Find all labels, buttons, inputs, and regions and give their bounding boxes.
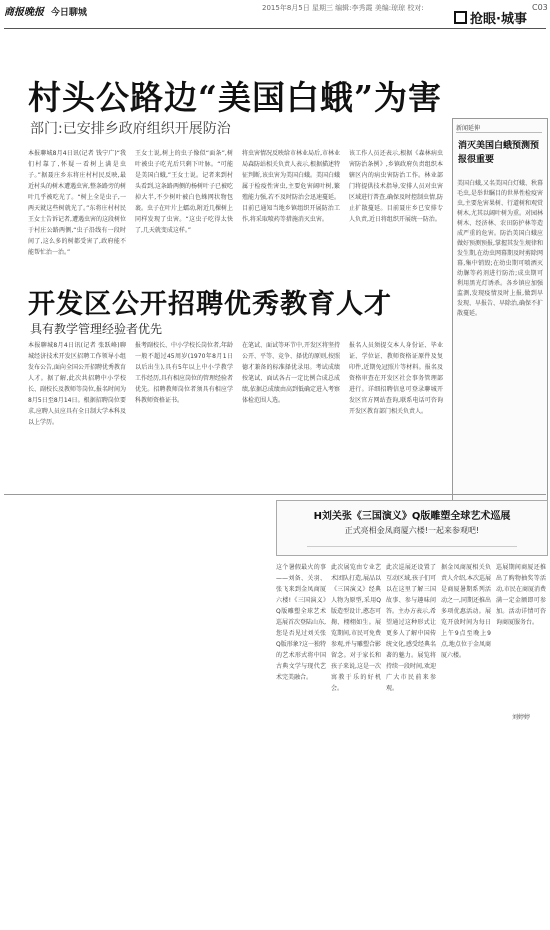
article1-col-4: 该工作人员还表示,根据《森林病虫害防治条例》,乡镇政府负责组织本辖区内的病虫害防治工作。林业部门将提供技术指导,安排人员对虫害区域进行普查,确保及时控制虫情,防止扩散蔓延。目前聂庄乡已安排专人负责,近日将组织开展统一防治。	[349, 150, 443, 223]
square-icon	[454, 11, 467, 24]
masthead	[4, 3, 87, 18]
sidebar-body: 美国白蛾,又名美国白灯蛾、秋幕毛虫,是举世瞩目的世界性检疫害虫,主要危害果树、行道树和观赏树木,尤其以阔叶树为重。对园林树木、经济林、农田防护林等造成严重的危害。防治美国白蛾应做好预测预报,掌握其发生规律和发生期,在幼虫网幕期及时剪除网幕,集中销毁;在幼虫期可喷洒灭幼脲等药剂进行防治;成虫期可利用黑光灯诱杀。各乡镇应加强监测,发现疫情及时上报,做到早发现、早报告、早除治,确保不扩散蔓延。	[457, 180, 543, 317]
exhibition-title-box	[276, 500, 548, 556]
article1-subhead: 部门:已安排乡政府组织开展防治	[30, 121, 231, 137]
article1-headline: 村头公路边“美国白蛾”为害	[28, 78, 442, 117]
article3-col-3: 此次巡展还设置了互动区域,孩子们可以在这里了解三国故事、参与趣味问答。主办方表示,希望通过这种形式让更多人了解中国传统文化,感受经典名著的魅力。展览将持续一段时间,欢迎广大市民前来参观。	[386, 564, 436, 692]
article2-col-4: 报名人员须提交本人身份证、毕业证、学位证、教师资格证原件及复印件,近期免冠照片等材料。报名及资格审查在开发区社会事务管理部进行。详细招聘信息可登录聊城开发区官方网站查询,联系电话可咨询开发区教育部门相关负责人。	[349, 342, 443, 415]
article1-col-3: 将虫害情况反映给市林业局后,市林业局森防站相关负责人表示,根据描述特征判断,该虫害为美国白蛾。美国白蛾属于检疫性害虫,主要危害阔叶树,繁殖能力强,若不及时防治会迅速蔓延。目前已通知当地乡镇组织开展防治工作,将采取喷药等措施消灭虫害。	[242, 150, 340, 223]
top-divider	[4, 28, 546, 29]
sidebar-title: 消灭美国白蛾预测预报很重要	[458, 141, 540, 165]
article3-col-1: 这个暑假最火的事——刘备、关羽、张飞来到金凤商厦六楼!《三国演义》Q版雕塑全球艺术巡展首次登陆山东,您是否见过刘关张Q版形象?这一独特的艺术形式将中国古典文学与现代艺术完美融合。	[276, 564, 326, 681]
article3-col-4: 据金凤商厦相关负责人介绍,本次巡展是商厦暑期系列活动之一,同期还推出多项优惠活动。展览开放时间为每日上午9点至晚上9点,地点位于金凤商厦六楼。	[441, 564, 491, 659]
article2-col-3: 在笔试、面试等环节中,开发区将坚持公开、平等、竞争、择优的原则,按照德才兼备的标准择优录用。考试成绩按笔试、面试各占一定比例合成总成绩,依据总成绩由高到低确定进入考察体检范围人选。	[242, 342, 340, 404]
page-number: C03	[532, 3, 548, 12]
exhibition-subhead: 正式亮相金凤商厦六楼!一起来参观吧!	[344, 526, 480, 535]
article1-col-1: 本报聊城8月4日讯(记者 钱宁广)“我们村靠了,怀疑一看树上满是虫子。”据聂庄乡东将庄村村民反映,最近村头的树木遭遇虫害,整条路旁的树叶几乎被吃光了。“树上全是虫子,一两天就这些树就光了。”东将庄村村民王女士告诉记者,遭遇虫害的这段树位于村庄公路两侧,“虫子沿线有一段时间了,这么多的树都受害了,政府能不能帮忙治一治。”	[28, 150, 126, 256]
exhibition-headline: H刘关张《三国演义》Q版雕塑全球艺术巡展	[313, 511, 511, 522]
article1-col-2: 王女士说,树上的虫子像似“面条”,树叶被虫子吃光后只剩下叶脉。“可能是美国白蛾,”王女士说。记者来到村头看到,这条路两侧的杨树叶子已被吃掉大半,不少树叶被白色蛛网状物包裹。虫子在叶片上蠕动,附近几棵树上同样发现了虫害。“这虫子吃得太快了,几天就变成这样。”	[135, 150, 233, 234]
column-title: 抢眼·城事	[454, 8, 527, 27]
article3-col-5: 巡展期间商厦还推出了购物抽奖等活动,市民在商厦消费满一定金额即可参加。活动详情可咨询商厦服务台。	[496, 564, 546, 626]
sidebar-tag: 新闻延伸	[456, 125, 481, 132]
article3-author: 刘婷婷	[512, 714, 531, 721]
article2-col-2: 报考副校长、中小学校长岗位者,年龄一般不超过45周岁(1970年8月1日以后出生),具有5年以上中小学教学工作经历,具有相应岗位的管理经验者优先。招聘教师岗位者须具有相应学科教师资格证书。	[135, 342, 233, 404]
section-name: 今日聊城	[50, 8, 87, 18]
newspaper-logo: 商报晚报	[4, 7, 44, 18]
section-divider	[4, 494, 546, 495]
box-divider	[307, 546, 517, 547]
sidebar-divider	[456, 132, 542, 133]
article2-headline: 开发区公开招聘优秀教育人才	[28, 289, 392, 320]
issue-meta: 2015年8月5日 星期三 编辑:李秀霞 美编:琼琼 校对:	[262, 4, 424, 12]
article2-col-1: 本报聊城8月4日讯(记者 张跃峰)聊城经济技术开发区招聘工作领导小组发布公告,面向全国公开招聘优秀教育人才。据了解,此次共招聘中小学校长、副校长及教师等岗位,报名时间为8月5日至8月14日。根据招聘岗位要求,应聘人员应具有全日制大学本科及以上学历。	[28, 342, 126, 426]
article2-subhead: 具有教学管理经验者优先	[30, 322, 163, 336]
article3-col-2: 此次展览由专业艺术团队打造,展品以《三国演义》经典人物为原型,采用Q版造型设计,憨态可掬、栩栩如生。展览期间,市民可免费参观,并与雕塑合影留念。对于家长和孩子来说,这是一次寓教于乐的好机会。	[331, 564, 381, 692]
news-extension-sidebar	[452, 118, 548, 540]
